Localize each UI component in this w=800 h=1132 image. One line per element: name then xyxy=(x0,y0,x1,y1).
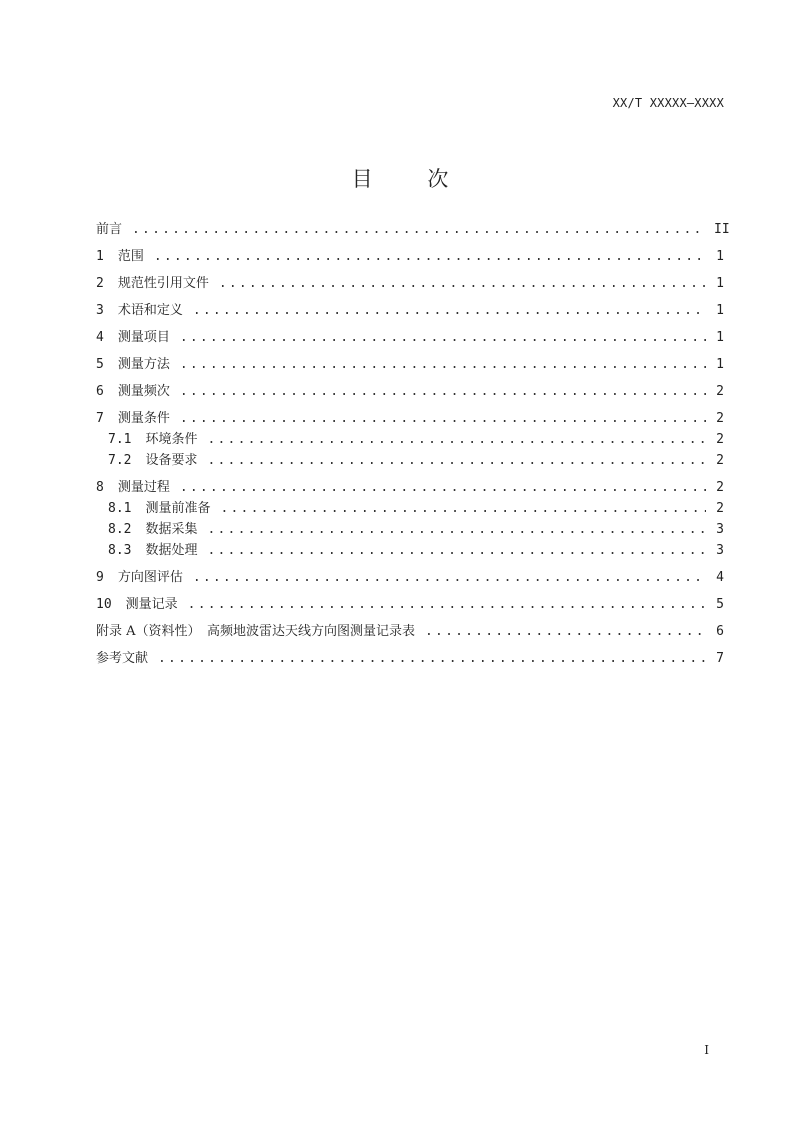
toc-entry-page: 2 xyxy=(716,501,724,516)
toc-dot-leader xyxy=(180,327,706,348)
toc-entry-label: 测量项目 xyxy=(117,330,170,345)
toc-entry-label: 规范性引用文件 xyxy=(117,276,209,291)
toc-entry-page: 4 xyxy=(716,570,724,585)
toc-entry-number: 8.3 xyxy=(108,543,132,558)
toc-entry[interactable] xyxy=(96,450,724,471)
toc-entry[interactable] xyxy=(96,648,724,669)
toc-entry[interactable] xyxy=(96,429,724,450)
toc-entry-page: 3 xyxy=(716,522,724,537)
toc-entry-label: 附录 A（资料性） 高频地波雷达天线方向图测量记录表 xyxy=(96,624,416,639)
toc-entry[interactable] xyxy=(96,354,724,375)
toc-entry[interactable] xyxy=(96,327,724,348)
toc-entry-number: 3 xyxy=(96,303,104,318)
toc-entry-number: 7 xyxy=(96,411,104,426)
toc-entry[interactable] xyxy=(96,381,724,402)
toc-entry-label: 术语和定义 xyxy=(117,303,183,318)
toc-entry-label: 测量频次 xyxy=(117,384,170,399)
toc-entry[interactable] xyxy=(96,300,724,321)
toc-dot-leader xyxy=(208,450,707,471)
toc-entry[interactable] xyxy=(96,477,724,498)
toc-entry-number: 10 xyxy=(96,597,112,612)
toc-entry-label: 测量过程 xyxy=(117,480,170,495)
toc-entry-number: 2 xyxy=(96,276,104,291)
toc-entry[interactable] xyxy=(96,273,724,294)
toc-entry-page: 2 xyxy=(716,453,724,468)
toc-entry-number: 4 xyxy=(96,330,104,345)
toc-entry-label: 数据处理 xyxy=(145,543,198,558)
toc-entry-page: 1 xyxy=(716,357,724,372)
toc-entry-label: 设备要求 xyxy=(145,453,198,468)
standard-code: XX/T XXXXX—XXXX xyxy=(612,96,724,110)
toc-entry-label: 方向图评估 xyxy=(117,570,183,585)
toc-dot-leader xyxy=(132,219,706,240)
toc-entry-page: 6 xyxy=(716,624,724,639)
toc-dot-leader xyxy=(208,519,707,540)
toc-entry-number: 7.1 xyxy=(108,432,132,447)
toc-entry[interactable] xyxy=(96,594,724,615)
toc-dot-leader xyxy=(221,498,707,519)
toc-entry[interactable] xyxy=(96,219,730,240)
toc-dot-leader xyxy=(188,594,706,615)
toc-entry-number: 8.1 xyxy=(108,501,132,516)
toc-entry[interactable] xyxy=(96,621,724,642)
toc-dot-leader xyxy=(193,567,706,588)
toc-entry-page: 1 xyxy=(716,330,724,345)
toc-dot-leader xyxy=(425,621,706,642)
toc-entry-label: 参考文献 xyxy=(96,651,149,666)
toc-dot-leader xyxy=(208,540,707,561)
toc-entry-number: 7.2 xyxy=(108,453,132,468)
toc-entry-number: 5 xyxy=(96,357,104,372)
toc-entry-number: 6 xyxy=(96,384,104,399)
toc-entry-label: 测量前准备 xyxy=(145,501,211,516)
toc-entry-page: 1 xyxy=(716,276,724,291)
page-title: 目 次 xyxy=(351,167,473,191)
toc-entry-label: 范围 xyxy=(117,249,144,264)
toc-entry-label: 数据采集 xyxy=(145,522,198,537)
toc-entry-label: 测量方法 xyxy=(117,357,170,372)
toc-entry-label: 测量条件 xyxy=(117,411,170,426)
toc-entry-page: 3 xyxy=(716,543,724,558)
page-number: I xyxy=(704,1043,709,1057)
toc-entry-page: 2 xyxy=(716,411,724,426)
toc-entry[interactable] xyxy=(96,498,724,519)
toc-entry[interactable] xyxy=(96,567,724,588)
toc-entry[interactable] xyxy=(96,519,724,540)
toc-entry-page: 7 xyxy=(716,651,724,666)
toc-entry-number: 9 xyxy=(96,570,104,585)
toc-entry-page: 2 xyxy=(716,480,724,495)
toc-entry-page: 5 xyxy=(716,597,724,612)
toc-entry-label: 测量记录 xyxy=(125,597,178,612)
toc-entry-number: 1 xyxy=(96,249,104,264)
table-of-contents xyxy=(96,219,730,669)
toc-dot-leader xyxy=(154,246,706,267)
toc-entry-page: II xyxy=(714,222,730,237)
toc-entry-page: 1 xyxy=(716,249,724,264)
toc-dot-leader xyxy=(208,429,707,450)
toc-entry-number: 8.2 xyxy=(108,522,132,537)
toc-entry[interactable] xyxy=(96,540,724,561)
toc-entry-label: 环境条件 xyxy=(145,432,198,447)
toc-dot-leader xyxy=(180,408,706,429)
toc-entry[interactable] xyxy=(96,408,724,429)
toc-dot-leader xyxy=(180,381,706,402)
toc-dot-leader xyxy=(180,354,706,375)
toc-dot-leader xyxy=(158,648,706,669)
toc-entry-label: 前言 xyxy=(96,222,123,237)
toc-dot-leader xyxy=(193,300,706,321)
toc-dot-leader xyxy=(219,273,706,294)
toc-entry-page: 2 xyxy=(716,432,724,447)
toc-entry[interactable] xyxy=(96,246,724,267)
toc-dot-leader xyxy=(180,477,706,498)
toc-entry-number: 8 xyxy=(96,480,104,495)
toc-entry-page: 1 xyxy=(716,303,724,318)
toc-entry-page: 2 xyxy=(716,384,724,399)
